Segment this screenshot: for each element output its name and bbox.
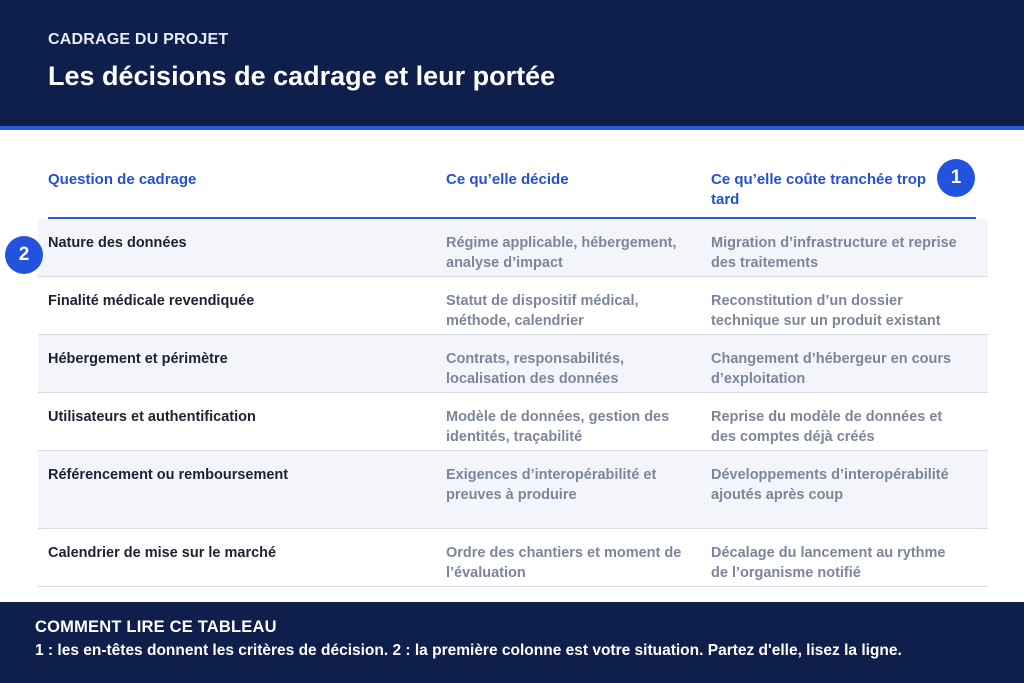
decision-table bbox=[38, 158, 988, 587]
row-decides: Statut de dispositif médical, méthode, calendrier bbox=[446, 293, 639, 329]
table-row bbox=[38, 451, 988, 529]
row-cost: Reconstitution d’un dossier technique sur un produit existant bbox=[711, 293, 941, 329]
row-question: Finalité médicale revendiquée bbox=[48, 293, 255, 309]
page-footer bbox=[0, 602, 1024, 683]
callout-badge-1: 1 bbox=[937, 159, 975, 197]
footer-title: COMMENT LIRE CE TABLEAU bbox=[35, 618, 277, 636]
table-row bbox=[38, 277, 988, 335]
table-row bbox=[38, 335, 988, 393]
row-cost: Développements d’interopérabilité ajoutés après coup bbox=[711, 467, 949, 503]
row-question: Hébergement et périmètre bbox=[48, 351, 228, 367]
row-cost: Décalage du lancement au rythme de l’organisme notifié bbox=[711, 545, 946, 581]
row-cost: Reprise du modèle de données et des comptes déjà créés bbox=[711, 409, 943, 445]
table-header bbox=[48, 158, 976, 219]
row-cost: Changement d’hébergeur en cours d’exploitation bbox=[711, 351, 952, 387]
row-question: Nature des données bbox=[48, 235, 187, 251]
column-header-cost: Ce qu’elle coûte tranchée trop tard bbox=[711, 171, 927, 208]
table-row bbox=[38, 393, 988, 451]
table-row bbox=[38, 529, 988, 587]
column-header-decides: Ce qu’elle décide bbox=[446, 171, 569, 188]
row-decides: Exigences d’interopérabilité et preuves à produire bbox=[446, 467, 657, 503]
row-decides: Ordre des chantiers et moment de l’évaluation bbox=[446, 545, 682, 581]
row-cost: Migration d’infrastructure et reprise des traitements bbox=[711, 235, 957, 271]
row-decides: Modèle de données, gestion des identités, traçabilité bbox=[446, 409, 670, 445]
row-question: Référencement ou remboursement bbox=[48, 467, 289, 483]
row-decides: Régime applicable, hébergement, analyse d’impact bbox=[446, 235, 677, 271]
callout-badge-2: 2 bbox=[5, 236, 43, 274]
footer-text: 1 : les en-têtes donnent les critères de décision. 2 : la première colonne est votre situation. Partez d'elle, lisez la ligne. bbox=[35, 642, 902, 659]
row-decides: Contrats, responsabilités, localisation des données bbox=[446, 351, 625, 387]
row-question: Utilisateurs et authentification bbox=[48, 409, 256, 425]
page-header bbox=[0, 0, 1024, 130]
section-kicker: CADRAGE DU PROJET bbox=[48, 31, 229, 48]
table-row bbox=[38, 219, 988, 277]
row-question: Calendrier de mise sur le marché bbox=[48, 545, 277, 561]
page-title: Les décisions de cadrage et leur portée bbox=[48, 61, 556, 91]
column-header-question: Question de cadrage bbox=[48, 171, 197, 188]
